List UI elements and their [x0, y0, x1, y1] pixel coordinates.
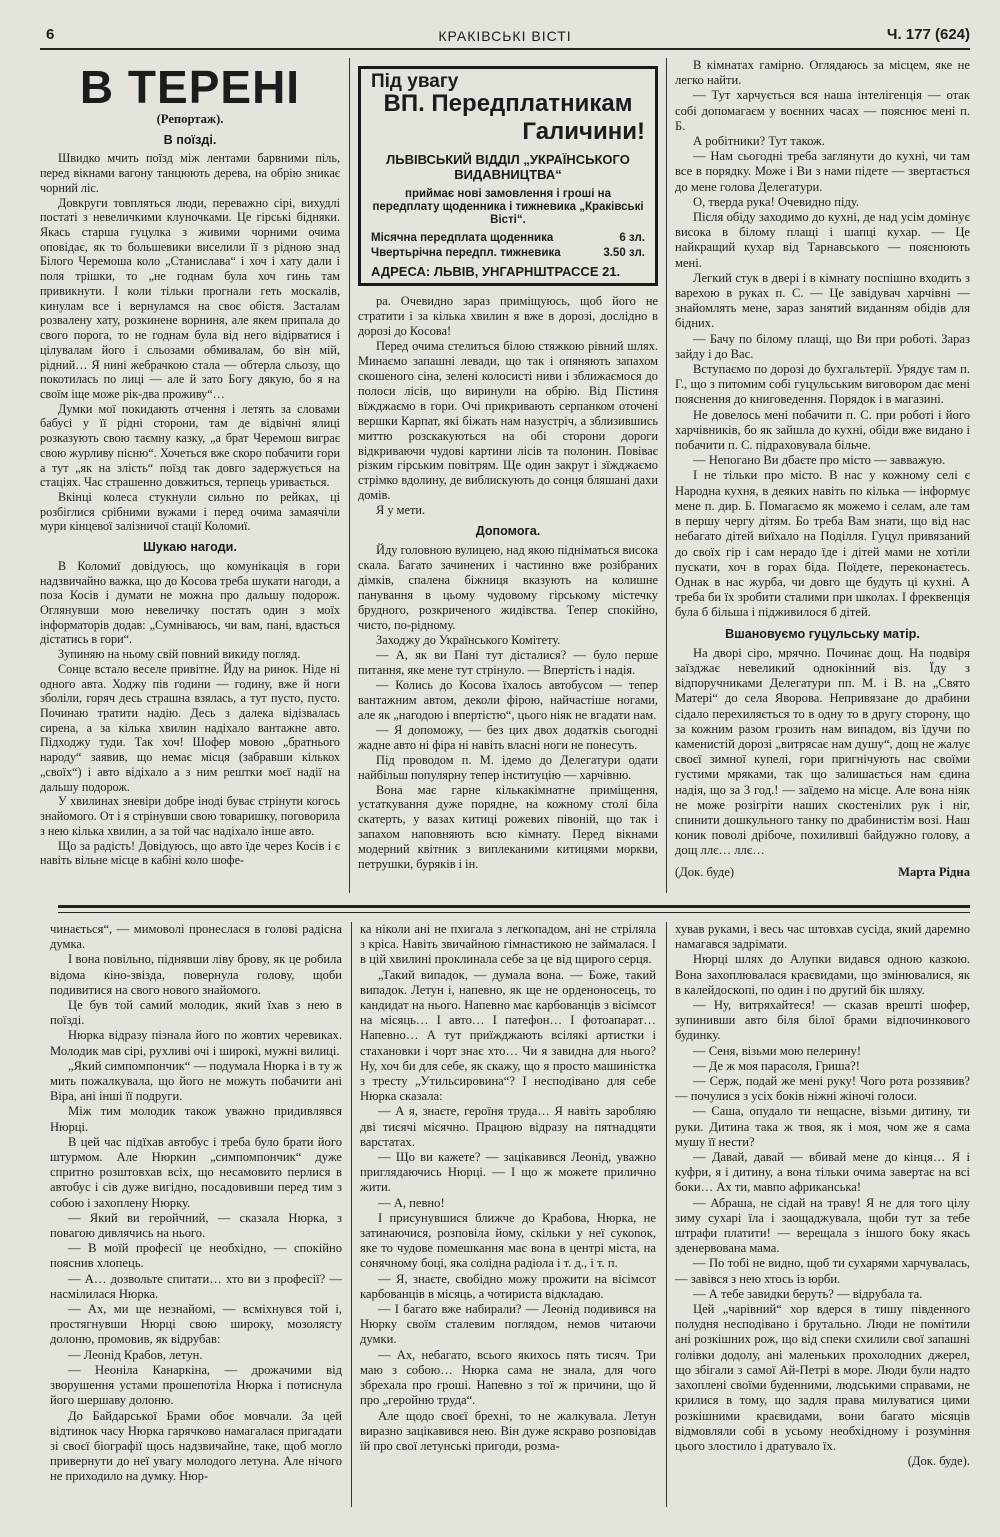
ad-price-2-value: 3.50 зл. — [603, 246, 645, 259]
paragraph: На дворі сіро, мрячно. Починає дощ. На подвіря заїзджає невеликий однокінний віз. Їду з відпоручниками Делегатури пп. М. і В. на „Свято Матері“ до села Яворова. Непривязане до драбини сідало перехиляється то в одну то в другу сторону, що за кожним разом грозить нам випадом, віз їдучи по каменистій дорозі „витрясає нам душу“, дощ не жалує своєї зимної купелі, гори пригнічують нас своїми густими мряками, так що залишається нам єдина надія, що за 3 год.! — заїдемо на місце. Але вона ніяк не може розігріти наших скостенілих рук і ніг, спинити дошкульного танку по драбинистім возі. Наш коник поволі дрібоче, похилившi байдужно голову, а дощ ллє… ллє… — [675, 645, 970, 858]
to-be-continued: (Док. буде) — [675, 864, 735, 879]
paragraph: Вона має гарне кількакімнатне приміщення, устаткування дуже порядне, на кожному столі біла скатерть, у вазах китиці рожевих півоній, що так і запахом наповняють всю кімнату. Перед вікнами модерний квітник з виплеканими китицями моркви, петрушки, буряків і ін. — [358, 782, 658, 872]
paragraph: — Де ж моя парасоля, Гриша?! — [693, 1058, 860, 1073]
masthead — [40, 26, 970, 50]
page-number: 6 — [46, 26, 55, 43]
paragraph: — Саша, опудало ти нещасне, візьми дитину, ти руки. Дитина така ж твоя, як і моя, чом же я сама мушу її нести? — [675, 1104, 970, 1149]
to-be-continued-lower: (Док. буде). — [907, 1454, 970, 1469]
paragraph: — А я, знаєте, героїня труда… Я навіть заробляю дві тисячі місячно. Працюю відразу на пятнадцяти варстатах. — [360, 1104, 656, 1149]
paragraph: Не довелось мені побачити п. С. при роботі і його харчівників, бо як зайшла до кухні, обіди вже видано і побачити п. С. підраховувала більче. — [675, 407, 970, 453]
paragraph: В кімнатах гамірно. Оглядаюсь за місцем, яке не легко найти. — [675, 58, 970, 88]
paragraph: ра. Очевидно зараз примiщуюсь, щоб його не стратити і за кілька хвилин я вже в дорозі, дослідно в дорозі до Косова! — [358, 294, 658, 338]
ad-line-3: Галичини! — [522, 117, 645, 145]
ad-address — [371, 265, 645, 280]
paragraph: — По тобі не видно, щоб ти сухарями харчувалась, — завівся з нею хтось із юрби. — [675, 1256, 970, 1286]
paragraph: Між тим молодик також уважно придивлявся Нюрці. — [50, 1104, 342, 1134]
paragraph: — Серж, подай же мені руку! Чого рота роззявив? — почулися з усіх боків ніжні жіночі голоси. — [675, 1074, 970, 1104]
paragraph: Думки мої покидають отчення і летять за словами бабусі у її рідні сторони, там де відвічні ялиці розказують свою таємну казку, „а брат Черемош виграє свою журливу пісню“. Хочеться вже скоро побачити гори а тут „як на злість“ поїзд так довго задержується на стаціях. Час страшенно довжиться, терпець уривається. — [40, 401, 340, 490]
paragraph: У хвилинах зневіри добре іноді буває стрінути когось знайомого. От і я стрінувши свою товаришку, поговорила з нею кілька хвилин, а за той час надіхало інше авто. — [40, 794, 340, 838]
paragraph: — Я, знаєте, свобідно можу прожити на вісімсот карбованців в місяць, а чотириста відкладаю. — [360, 1271, 656, 1301]
column-rule — [351, 922, 352, 1507]
paragraph: О, тверда рука! Очевидно піду. — [693, 194, 860, 209]
paragraph: Довкруги товпляться люди, переважно сірі, вихудлі постаті з невеличкими клуночками. Це гірські бідняки. Якась старша гуцулка з живими чорними очима оповідає, як то большевики виселили її з рідною знад Білого Черемоша коло „Станиславa“ і хоч і хату дали і поля трішки, то „не годнам була хоч гинь там привикнути. І коли тільки прогнали геть москалів, кинулам все і вернуламся на своє обістя. Застaлам розвалену хату, розкинене ворниня, але якем припала до свого порога, то не годнам була від него відірватися і цілувалам його і сльозами обмивалам, бо він мій, рідний… Я нині жебрачкою стала — обтерла сльозу, що покотилась по лиці — але й зато Богу дякую, бо я на своїм іще може рік-два проживу“… — [40, 195, 340, 401]
paragraph: — Непогано Ви дбаєте про місто — завважую. — [693, 453, 946, 468]
column-3 — [675, 58, 970, 880]
paragraph: Я у мети. — [376, 503, 426, 518]
ad-address-label: АДРЕСА: — [371, 263, 431, 279]
lower-column-1 — [50, 922, 342, 1485]
paragraph: Нюрці шлях до Алупки видався одною казкою. Вона захоплювалася краєвидами, що змінювалися, як в калейдоскопі, по один і по другий бік шляху. — [675, 952, 970, 997]
ad-price-2-label: Чвертьрічна передпл. тижневика — [371, 246, 561, 259]
paragraph: Перед очима стелиться білою стяжкою рівний шлях. Минаємо запашні левади, що так і опяняють запахом скошеного сіна, зелені колосисті ниви і зближаємося до полоси лісів, що виринули на обрію. Від Пістиня вїжджаємо в гори. Очі прикривають серпанком оточені вершки Карпат, які біжать нам назустріч, а зблизившись миттю розскакуються на обі сторони дороги відкриваючи чудові картини лісів та полонин. Повіває різким гірським повітрям. Ще один закрут і зїжджаємо стрімко вдолину, де виблискують до сонця бляшані дахи домів. — [358, 338, 658, 503]
paragraph: — Що ви кажете? — зацікавився Леонід, уважно приглядаючись Нюрці. — І що ж можете прилично жити. — [360, 1150, 656, 1195]
ad-line-1: Під увагу — [371, 71, 459, 92]
paragraph: — Абраша, не сідай на траву! Я не для того цілу зиму сухарі їла і заощаджувала, щоби тут за тебе штрафи платити! — верещала з іншого боку якась зденервована мама. — [675, 1195, 970, 1256]
paragraph: Це був той самий молодик, який їхав з нею в поїзді. — [50, 998, 342, 1028]
article-title: В ТЕРЕНІ — [79, 61, 301, 113]
ad-line-5: приймає нові замовлення і гроші на передплату щоденника і тижневика „Краківські Вісті“. — [372, 187, 644, 226]
paragraph: До Байдарської Брами обоє мовчали. За цей відтинок часу Нюрка гарячково намагалася пригадати зі своєї біографії щось надзвичайне, таке, щоб могло привернути до неї увагу молодого летуна. Але нічого не приходило на думку. Нюр- — [50, 1408, 342, 1484]
paragraph: І вона повільно, піднявши ліву брову, як це робила відома кіно-звізда, повернула голову, щоби подивитися на свого нового знайомого. — [50, 952, 342, 997]
paragraph: — А тебе завидки беруть? — відрубала та. — [693, 1286, 923, 1301]
section-heading-train: В поїзді. — [163, 132, 217, 147]
paragraph: — Колись до Косова їхалось автобусом — тепер вантажним автом, деколи фірою, найчастіше ногами, але як „нагодою і впертістю“, цього ніяк не вгадати нам. — [358, 677, 658, 722]
story-continuation — [40, 922, 970, 1522]
paragraph: ка ніколи ані не пхигала з легкопадом, ані не стріляла з кріса. Навіть звичайною гімнастикою не займалася. І в цій хвилині проклинала себе за це від щирого серця. — [360, 922, 656, 967]
paragraph: — А, певно! — [378, 1195, 445, 1210]
paragraph: — В моїй професії це необхідно, — спокійно пояснив хлопець. — [50, 1241, 342, 1271]
issue-number: Ч. 177 (624) — [886, 26, 970, 43]
paragraph: Вступаємо по дорозі до бухгальтерії. Урядує там п. Г., що з питомим собі гуцульським виговором дає мені пояснення до книговедення. Порядок і в магазині. — [675, 362, 970, 407]
article-v-tereni — [40, 58, 970, 893]
paragraph: Легкий стук в двері і в кімнату поспішно входить з варехою в руках п. С. — Це завідувач харчівні — знайомлять мене, зараз занятий виданням обідів для бідних. — [675, 270, 970, 331]
column-1 — [40, 58, 340, 868]
paragraph: Заходжу до Українського Комітету. — [376, 632, 561, 647]
paragraph: чинається“, — мимоволі пронеслася в голові радісна думка. — [50, 922, 342, 952]
paragraph: А робітники? Тут також. — [693, 134, 825, 149]
paragraph: Сонце встало веселе привітне. Йду на ринок. Ніде ні одного авта. Ходжу пів години — годину, вже й ноги зболіли, горяч десь страшна взялась, а тут пусто, пусто. Починаю тратити надію. Десь з далека відізвалась сирена, а за кілька хвилин надіхало вантажне авто. Підходжу туди. Так хоч! Шофер мовою „братнього народу“ заявив, що немає місця (забравши кількох „своїх“) і авто відіхало а з ним рештки моєї надії на дальшу подорож. — [40, 661, 340, 794]
paragraph: — Ну, витряхайтеся! — сказав врешті шофер, зупинивши авто біля білої брами відпочинкового будинку. — [675, 998, 970, 1043]
ad-price-row-1 — [371, 231, 645, 246]
byline — [675, 865, 970, 880]
column-rule — [666, 922, 667, 1507]
paragraph: „Такий випадок, — думала вона. — Боже, такий випадок. Летун і, напевно, як ще не орденоносець, то кандидат на нього. Напевно має карбованців з вісімсот на місяць… І авто… І патефон… І фотоапарат… Напевно… А тут приїжджають всілякі артистки і стахановки і чорт знає хто… Чи я завидна для нього? Ну, хоч би для себе, як скажу, що я просто машиністка з тресту „Утильсировина“? І несподівано для себе Нюрка сказала: — [360, 967, 656, 1104]
paragraph: хував руками, і весь час штовхав сусіда, який даремно намагався задрімати. — [675, 922, 970, 952]
paragraph: Що за радість! Довідуюсь, що авто їде через Косів і є навіть вільне місце в кабіні коло шофе- — [40, 838, 340, 868]
paragraph: — Ах, ми ще незнайомі, — всміхнувся той і, простягнувши Нюрці свою широку, мозолясту долоню, промовив, як відрубав: — [50, 1302, 342, 1347]
paragraph: — Тут харчується вся наша інтелігенція — отак собі допомагаєм у воєнних часах — пояснює мені п. Б. — [675, 88, 970, 133]
paragraph: — Сеня, візьми мою пелерину! — [693, 1043, 862, 1058]
section-heading-help: Допомога. — [475, 524, 541, 539]
ad-address-value: ЛЬВІВ, УНГАРНШТРАССЕ 21. — [433, 263, 621, 279]
lower-column-3 — [675, 922, 970, 1469]
paragraph: В Коломиї довідуюсь, що комунікація в гори надзвичайно важка, що до Косова треба шукати нагоди, а поза Косів і думати не можна про дальшу подорож. Оглянувши мою невеличку постать один з моїх інформаторів додав: „Сумніваюсь, чи вам, пані, вдасться дістатись в гори“. — [40, 558, 340, 647]
paragraph: — Леонід Крабов, летун. — [68, 1347, 203, 1362]
subscription-ad — [358, 66, 658, 286]
author-name: Марта Рідна — [898, 864, 970, 879]
paragraph: „Який симпомпончик“ — подумала Нюрка і в ту ж мить пожалкувала, що його не можуть побачити ані Віра, ані інші її подруги. — [50, 1058, 342, 1104]
column-2 — [358, 58, 658, 872]
paragraph: — Неоніла Канаркіна, — дрожачими від зворушення устами прошепотіла Нюрка і потиснула його шершаву долоню. — [50, 1362, 342, 1408]
paper-title: КРАКІВСЬКІ ВІСТІ — [438, 28, 572, 44]
paragraph: Зупиняю на ньому свій повний викиду погляд. — [58, 647, 301, 662]
paragraph: Йду головною вулицею, над якою підніматься висока скала. Багато зачинених і частинно вже розібраних дімків, спалена біжниця вказують на колишне панування в цьому чудовому гірському містечку брудного, розкриченого жидівства. Тепер спокійно, чисто, по-рідному. — [358, 543, 658, 633]
paragraph: — Давай, давай — вбивай мене до кінця… Я і куфри, я і дитину, а вона тільки очима завертає на всі боки… Ах ти, мавпо африканська! — [675, 1150, 970, 1195]
paragraph: — Ах, небагато, всього якихось пять тисяч. Три маю з собою… Нюрка сама не знала, для чого збрехала про гроші. Напевно з тої ж причини, що й про „геройню труда“. — [360, 1347, 656, 1408]
paragraph: — І багато вже набирали? — Леонід подивився на Нюрку своїм сталевим поглядом, немов читаючи думки. — [360, 1302, 656, 1347]
paragraph: Під проводом п. М. ідемо до Делегатури одати найбільш популярну тепер інституцію — харчівню. — [358, 752, 658, 782]
paragraph: — Нам сьогодні треба заглянути до кухні, чи там все в порядку. Може і Ви з нами підете — звертається до мене голова Делегатури. — [675, 149, 970, 194]
paragraph: — А… дозвольте спитати… хто ви з професії? — насмілилася Нюрка. — [50, 1271, 342, 1301]
ad-price-1-label: Місячна передплата щоденника — [371, 231, 554, 244]
column-rule — [666, 58, 667, 893]
section-heading-mother: Вшановуємо гуцульську матір. — [725, 626, 920, 641]
paragraph: Але щодо своєї брехні, то не жалкувала. Летун виразно зацікавився нею. Він дуже яскраво розповідав їй про свої летунські пригоди, розма- — [360, 1408, 656, 1453]
ad-line-2: ВП. Передплатникам — [383, 89, 633, 117]
paragraph: Після обіду заходимо до кухні, де над усім домінує висока в білому плащі і шапці кухар. — Це найкращий кухар від Тарнавського — пояснюють мені. — [675, 210, 970, 270]
paragraph: В цей час підїхав автобус і треба було брати його штурмом. Але Нюркин „симпомпончик“ дуже спритно розштовхав всіх, що несамовито перлися в автобус і сів дуже вигідно, посадовивши перед тим з собою і захоплену Нюрку. — [50, 1134, 342, 1210]
lower-column-2 — [360, 922, 656, 1454]
section-divider — [58, 905, 970, 913]
paragraph: Вкінці колеса стукнули сильно по рейках, ці розбіглися срібними вужами і перед очима замаячіли мури кінцевої залізничої стації Коломиї. — [40, 489, 340, 534]
paragraph: Нюрка відразу пізнала його по жовтих черевиках. Молодик мав сірі, рухливі очі і широкі, мужні вилиці. — [50, 1028, 342, 1058]
ad-price-row-2 — [371, 246, 645, 261]
paragraph: І не тільки про місто. В нас у кожному селі є Народна кухня, в деяких навіть по кілька — інформує мене п. дир. Б. Помагаємо як можемо і селам, але там в першу чергу дітям. Бо треба Вам знати, що від нас небагато дітей виїхало на Поділля. Гуцул привязаний до своїх гір і сам нерадо їде і дітей мами не хотіли пускати, хоч в горах біда. Поїдете, переконаєтесь. Однак в нас журба, чи довго ще будуть ці кухні. А треба би їх зробити сталими при школах. І фреквенція була б більша і підживилося б дітей. — [675, 468, 970, 620]
article-subtitle: (Репортаж). — [156, 112, 224, 126]
ad-price-1-value: 6 зл. — [619, 231, 645, 244]
paragraph: — Бачу по білому плащі, що Ви при роботі. Зараз зайду і до Вас. — [675, 331, 970, 361]
paragraph: — Який ви геройчний, — сказала Нюрка, з повагою дивлячись на нього. — [50, 1210, 342, 1241]
section-heading-opportunity: Шукаю нагоди. — [143, 540, 237, 555]
paragraph: — А, як ви Пані тут дісталися? — було перше питання, яке мене тут стрінуло. — Впертість і надія. — [358, 647, 658, 677]
paragraph: І присунувшися ближче до Крабова, Нюрка, не затинаючися, розповіла йому, скільки у неї сукоnок, яке то чудове помешкання має вона в центрі міста, на сонячному боці, яка солідна радіола і т. д., і т. п. — [360, 1210, 656, 1271]
paragraph: Цей „чарівний“ хор вдерся в тишу південного полудня несподівано і брутально. Люди не помітили ані розкішних рож, що від спеки схилили свої запашні голівки додолу, ані маленьких прохолодних джерел, що збігали з самої Ай-Петрі в море. Люди були надто захоплені своїми буденними, людськими справами, не крилися в тому, що задля права милуватися цими розкішними краєвидами, вони багато місяців відмовляли собі в усьому необхідному і розуміння цього злостило і дратувало їх. — [675, 1302, 970, 1453]
paragraph: — Я допоможу, — без цих двох додатків сьогодні жадне авто ні фіра ні навіть власні ноги не понесуть. — [358, 722, 658, 752]
paragraph: Швидко мчить поїзд між лентами барвними піль, перед вікнами вагону танцюють дерева, на обрію зникає чорний ліс. — [40, 151, 340, 195]
ad-line-4: ЛЬВІВСЬКИЙ ВІДДІЛ „УКРАЇНСЬКОГО ВИДАВНИЦТВА“ — [386, 151, 630, 182]
column-rule — [349, 58, 350, 893]
